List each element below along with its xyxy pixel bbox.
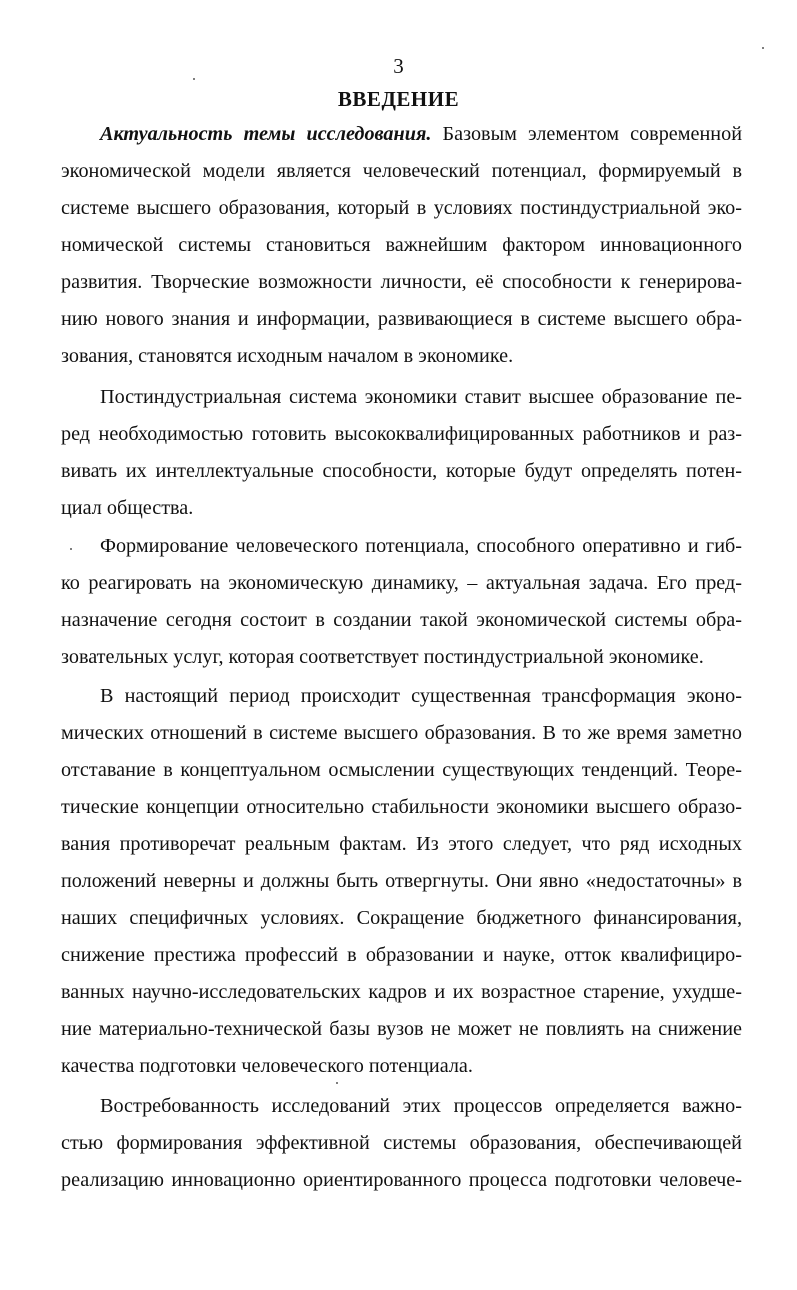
text-line: Постиндустриальная система экономики ставит высшее образование пе- <box>100 386 742 408</box>
text-line: вивать их интеллектуальные способности, которые будут определять потен- <box>61 460 742 482</box>
page-number: 3 <box>393 54 404 78</box>
text-line: ред необходимостью готовить высококвалифицированных работников и раз- <box>61 423 742 445</box>
text-line: зовательных услуг, которая соответствует постиндустриальной экономике. <box>61 646 704 668</box>
text-line: ванных научно-исследовательских кадров и их возрастное старение, ухудше- <box>61 981 742 1003</box>
text-line: развития. Творческие возможности личности, её способности к генерирова- <box>61 271 742 293</box>
text-line: системе высшего образования, который в условиях постиндустриальной эко- <box>61 197 742 219</box>
text-line: реализацию инновационно ориентированного процесса подготовки человече- <box>61 1169 742 1191</box>
text-line: положений неверны и должны быть отвергнуты. Они явно «недостаточны» в <box>61 870 742 892</box>
text-line: нию нового знания и информации, развивающиеся в системе высшего обра- <box>61 308 742 330</box>
text-line: зования, становятся исходным началом в экономике. <box>61 345 514 367</box>
text-line: тические концепции относительно стабильности экономики высшего образо- <box>61 796 742 818</box>
text-line: наших специфичных условиях. Сокращение бюджетного финансирования, <box>61 907 742 929</box>
text-line: мических отношений в системе высшего образования. В то же время заметно <box>61 722 742 744</box>
section-title: ВВЕДЕНИЕ <box>337 87 460 111</box>
lead-heading: Актуальность темы исследования. <box>100 123 432 145</box>
text-line: назначение сегодня состоит в создании такой экономической системы обра- <box>61 609 742 631</box>
text-line-content: Базовым элементом современной <box>442 123 742 145</box>
text-line: номической системы становиться важнейшим фактором инновационного <box>61 234 742 256</box>
text-line: ко реагировать на экономическую динамику, – актуальная задача. Его пред- <box>61 572 742 594</box>
text-line: Формирование человеческого потенциала, способного оперативно и гиб- <box>100 535 742 557</box>
text-line <box>100 121 742 147</box>
text-line: циал общества. <box>61 497 194 519</box>
text-line: качества подготовки человеческого потенциала. <box>61 1055 473 1077</box>
text-line: В настоящий период происходит существенная трансформация эконо- <box>100 685 742 707</box>
scan-speck <box>762 47 764 49</box>
text-line: Востребованность исследований этих процессов определяется важно- <box>100 1095 742 1117</box>
text-line: снижение престижа профессий в образовании и науке, отток квалифициро- <box>61 944 742 966</box>
scan-speck <box>70 548 72 550</box>
text-line: стью формирования эффективной системы образования, обеспечивающей <box>61 1132 742 1154</box>
text-line: вания противоречат реальным фактам. Из этого следует, что ряд исходных <box>61 833 742 855</box>
scan-speck <box>193 78 195 80</box>
text-line: ние материально-технической базы вузов не может не повлиять на снижение <box>61 1018 742 1040</box>
scan-speck <box>336 1082 338 1084</box>
text-line: экономической модели является человеческий потенциал, формируемый в <box>61 160 742 182</box>
text-line: отставание в концептуальном осмыслении существующих тенденций. Теоре- <box>61 759 742 781</box>
